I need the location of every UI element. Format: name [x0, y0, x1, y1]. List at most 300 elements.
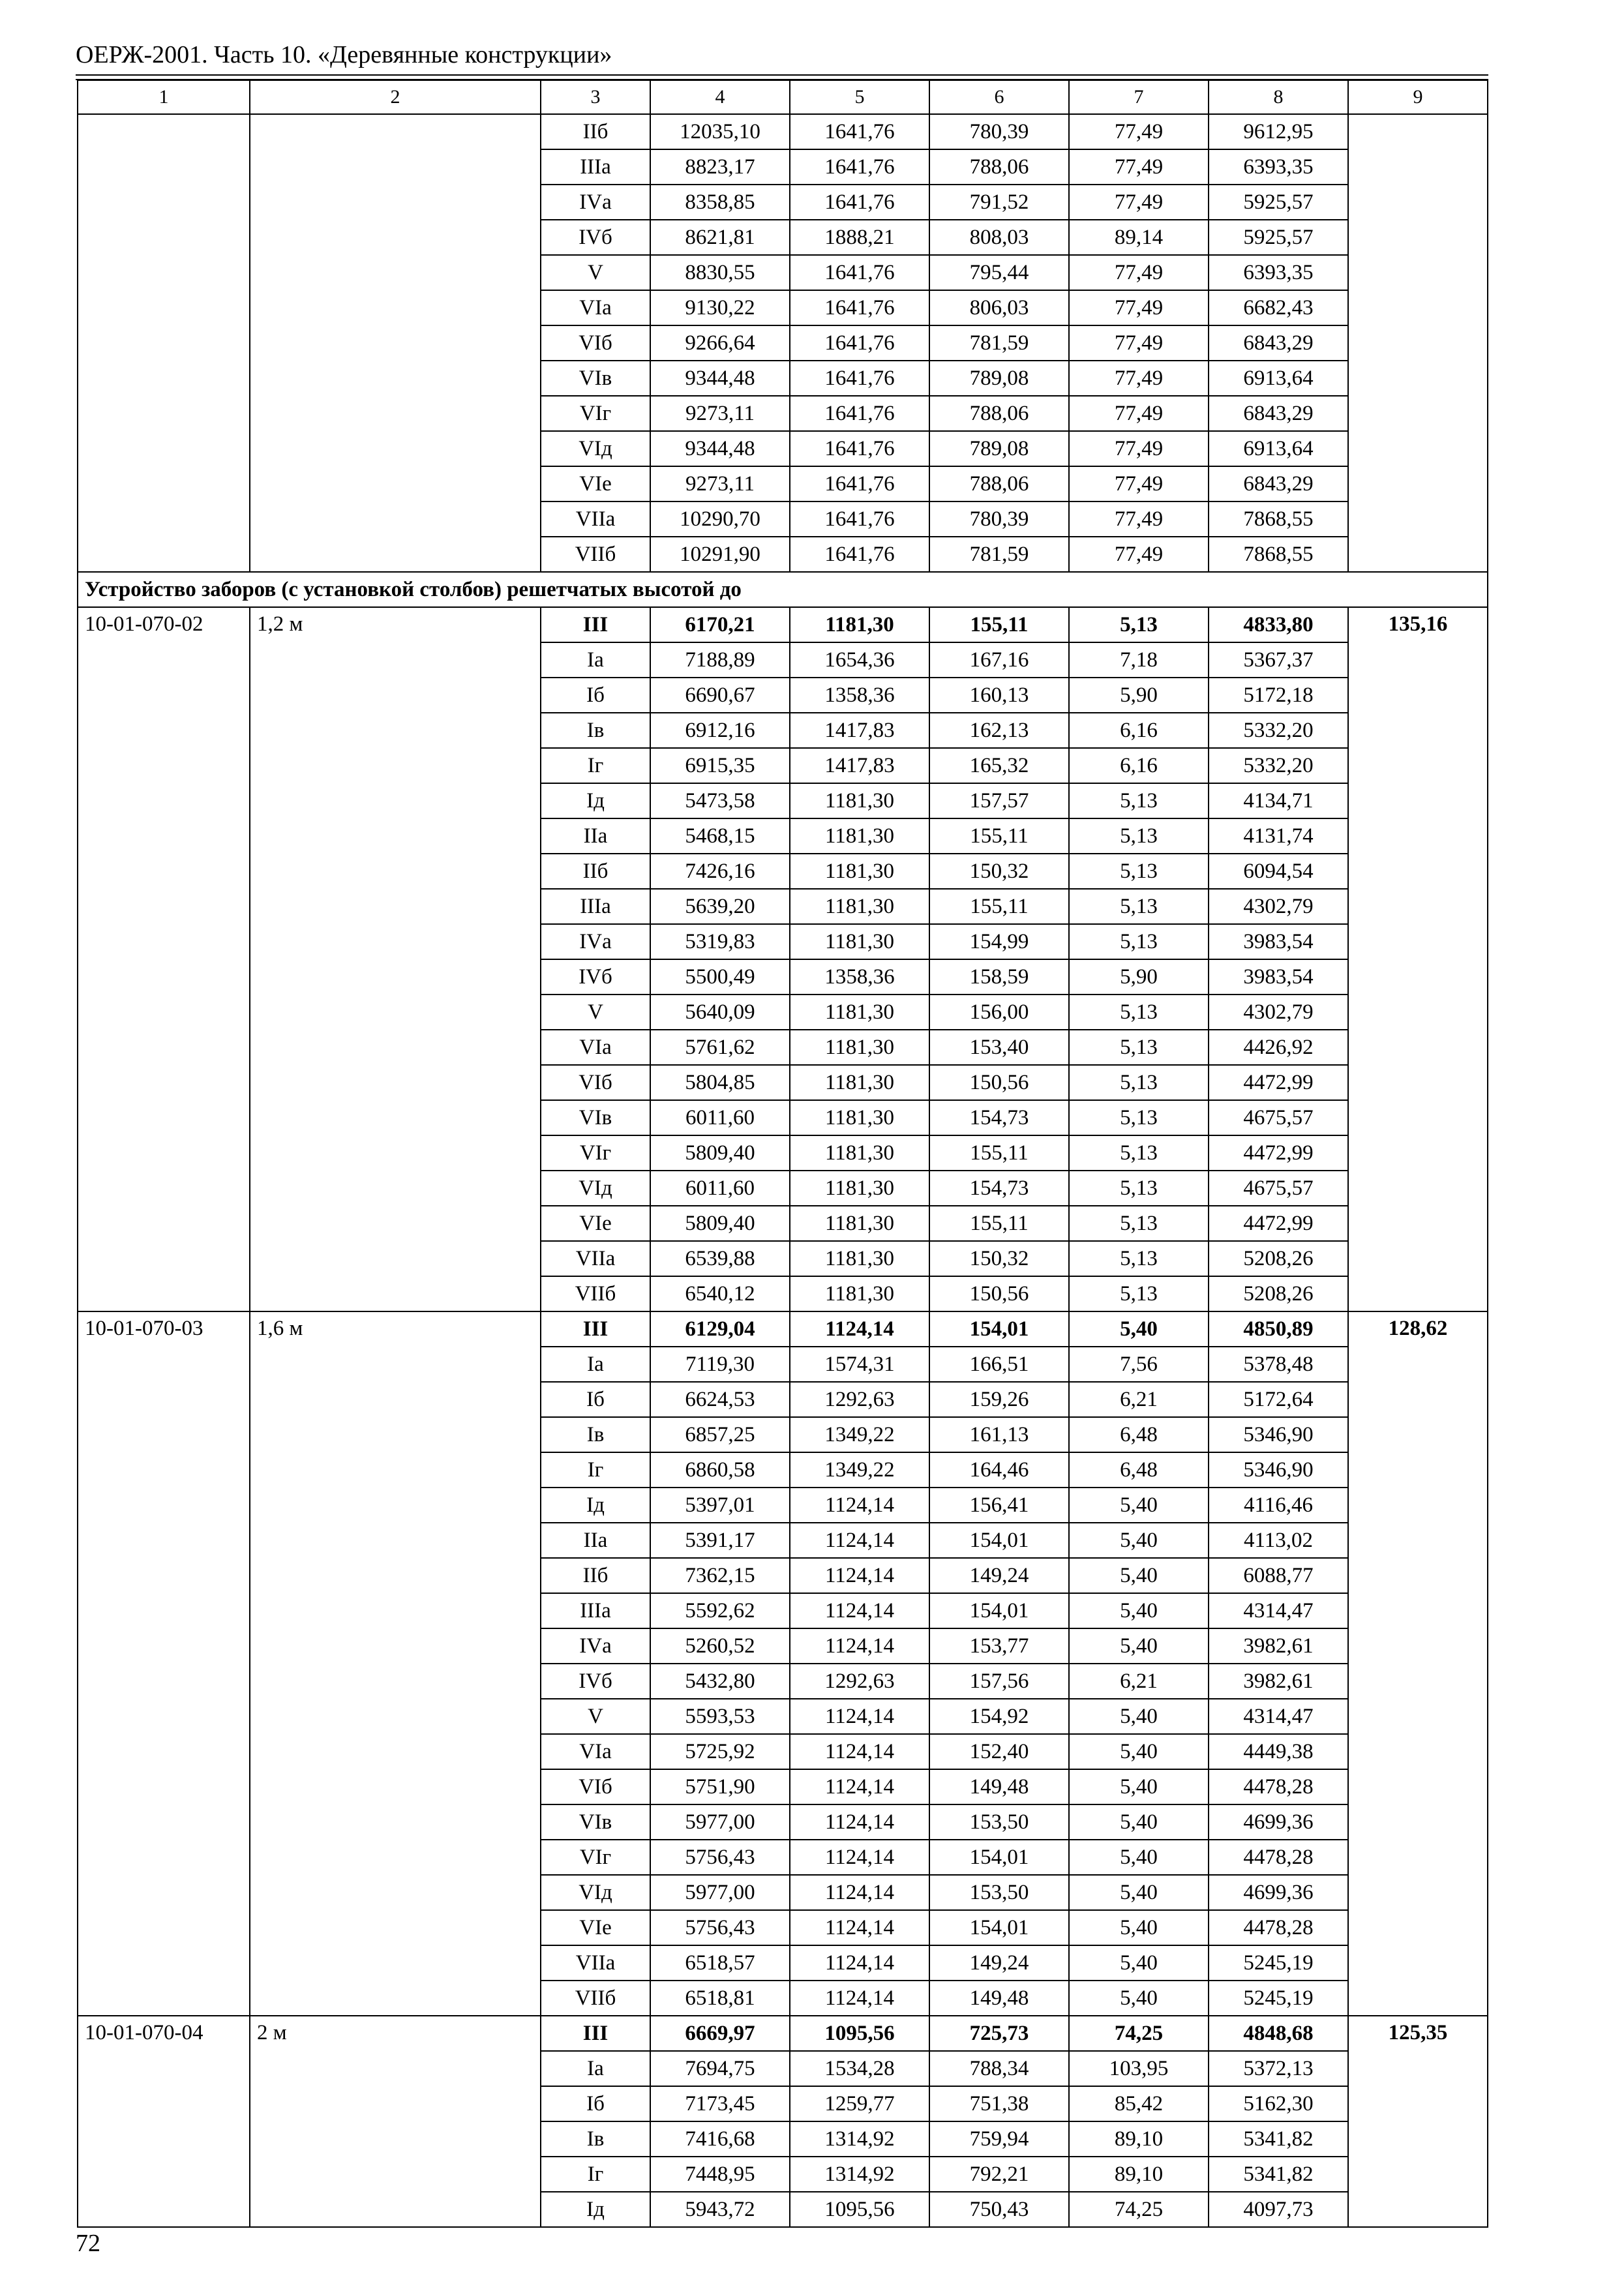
machine-cost-cell: 149,24: [929, 1558, 1069, 1593]
territory-zone-cell: IIб: [541, 854, 650, 889]
work-name-cell: [250, 114, 541, 572]
direct-cost-cell: 5725,92: [650, 1734, 790, 1769]
territory-zone-cell: Iб: [541, 2086, 650, 2121]
machinist-wages-cell: 77,49: [1069, 396, 1209, 431]
territory-zone-cell: Iб: [541, 1382, 650, 1417]
machinist-wages-cell: 6,21: [1069, 1382, 1209, 1417]
machine-cost-cell: 154,99: [929, 924, 1069, 959]
territory-zone-cell: VIе: [541, 1206, 650, 1241]
machinist-wages-cell: 89,14: [1069, 220, 1209, 255]
direct-cost-cell: 5593,53: [650, 1699, 790, 1734]
machine-cost-cell: 162,13: [929, 713, 1069, 748]
territory-zone-cell: VIв: [541, 361, 650, 396]
machine-cost-cell: 153,77: [929, 1628, 1069, 1664]
territory-zone-cell: VIд: [541, 1875, 650, 1910]
machine-cost-cell: 150,56: [929, 1065, 1069, 1100]
wages-cell: 1124,14: [790, 1734, 929, 1769]
machinist-wages-cell: 77,49: [1069, 501, 1209, 537]
territory-zone-cell: VIIб: [541, 537, 650, 572]
territory-zone-cell: Iа: [541, 1347, 650, 1382]
direct-cost-cell: 5260,52: [650, 1628, 790, 1664]
direct-cost-cell: 6915,35: [650, 748, 790, 783]
materials-cost-cell: 7868,55: [1209, 501, 1348, 537]
machinist-wages-cell: 5,40: [1069, 1840, 1209, 1875]
machinist-wages-cell: 6,16: [1069, 713, 1209, 748]
wages-cell: 1314,92: [790, 2157, 929, 2192]
territory-zone-cell: IVб: [541, 220, 650, 255]
wages-cell: 1641,76: [790, 255, 929, 290]
machinist-wages-cell: 5,13: [1069, 1206, 1209, 1241]
wages-cell: 1641,76: [790, 114, 929, 149]
wages-cell: 1095,56: [790, 2192, 929, 2227]
wages-cell: 1181,30: [790, 1206, 929, 1241]
territory-zone-cell: IIа: [541, 1523, 650, 1558]
territory-zone-cell: VIIа: [541, 1241, 650, 1276]
machinist-wages-cell: 5,13: [1069, 1241, 1209, 1276]
materials-cost-cell: 4314,47: [1209, 1699, 1348, 1734]
machine-cost-cell: 789,08: [929, 361, 1069, 396]
machinist-wages-cell: 77,49: [1069, 149, 1209, 185]
machine-cost-cell: 150,56: [929, 1276, 1069, 1311]
machinist-wages-cell: 5,13: [1069, 1065, 1209, 1100]
machine-cost-cell: 157,56: [929, 1664, 1069, 1699]
wages-cell: 1181,30: [790, 1030, 929, 1065]
machine-cost-cell: 788,06: [929, 396, 1069, 431]
materials-cost-cell: 5172,18: [1209, 678, 1348, 713]
wages-cell: 1124,14: [790, 1769, 929, 1804]
territory-zone-cell: VIд: [541, 431, 650, 466]
machinist-wages-cell: 5,40: [1069, 1558, 1209, 1593]
machinist-wages-cell: 5,13: [1069, 1030, 1209, 1065]
machine-cost-cell: 155,11: [929, 889, 1069, 924]
machinist-wages-cell: 5,13: [1069, 924, 1209, 959]
territory-zone-cell: IVа: [541, 924, 650, 959]
materials-cost-cell: 6393,35: [1209, 149, 1348, 185]
materials-cost-cell: 6094,54: [1209, 854, 1348, 889]
rate-code: 10-01-070-04: [78, 2016, 250, 2227]
territory-zone-cell: IVа: [541, 185, 650, 220]
machine-cost-cell: 154,01: [929, 1840, 1069, 1875]
table-row: [78, 607, 1488, 642]
column-header: 3: [541, 80, 650, 114]
code-cell: [78, 114, 250, 572]
materials-cost-cell: 5208,26: [1209, 1241, 1348, 1276]
machine-cost-cell: 154,73: [929, 1100, 1069, 1135]
machine-cost-cell: 751,38: [929, 2086, 1069, 2121]
wages-cell: 1124,14: [790, 1311, 929, 1347]
wages-cell: 1181,30: [790, 783, 929, 818]
wages-cell: 1095,56: [790, 2016, 929, 2051]
materials-cost-cell: 6843,29: [1209, 325, 1348, 361]
materials-cost-cell: 4478,28: [1209, 1910, 1348, 1945]
machinist-wages-cell: 5,40: [1069, 1804, 1209, 1840]
materials-cost-cell: 4097,73: [1209, 2192, 1348, 2227]
materials-cost-cell: 6843,29: [1209, 396, 1348, 431]
machine-cost-cell: 792,21: [929, 2157, 1069, 2192]
wages-cell: 1181,30: [790, 1100, 929, 1135]
machinist-wages-cell: 77,49: [1069, 255, 1209, 290]
wages-cell: 1181,30: [790, 1171, 929, 1206]
wages-cell: 1124,14: [790, 1910, 929, 1945]
materials-cost-cell: 5346,90: [1209, 1417, 1348, 1452]
wages-cell: 1292,63: [790, 1664, 929, 1699]
machine-cost-cell: 808,03: [929, 220, 1069, 255]
labor-cost: 128,62: [1348, 1311, 1488, 2016]
machine-cost-cell: 167,16: [929, 642, 1069, 678]
machine-cost-cell: 156,00: [929, 995, 1069, 1030]
materials-cost-cell: 5162,30: [1209, 2086, 1348, 2121]
direct-cost-cell: 5809,40: [650, 1135, 790, 1171]
machine-cost-cell: 154,01: [929, 1311, 1069, 1347]
machine-cost-cell: 788,34: [929, 2051, 1069, 2086]
wages-cell: 1641,76: [790, 396, 929, 431]
machine-cost-cell: 780,39: [929, 501, 1069, 537]
direct-cost-cell: 10291,90: [650, 537, 790, 572]
direct-cost-cell: 10290,70: [650, 501, 790, 537]
work-name: 2 м: [250, 2016, 541, 2227]
work-name: 1,6 м: [250, 1311, 541, 2016]
direct-cost-cell: 5639,20: [650, 889, 790, 924]
machinist-wages-cell: 77,49: [1069, 185, 1209, 220]
direct-cost-cell: 6011,60: [650, 1100, 790, 1135]
machinist-wages-cell: 5,13: [1069, 1135, 1209, 1171]
machinist-wages-cell: 5,13: [1069, 889, 1209, 924]
direct-cost-cell: 9344,48: [650, 361, 790, 396]
wages-cell: 1417,83: [790, 713, 929, 748]
direct-cost-cell: 5943,72: [650, 2192, 790, 2227]
territory-zone-cell: Iв: [541, 2121, 650, 2157]
wages-cell: 1124,14: [790, 1945, 929, 1981]
direct-cost-cell: 7426,16: [650, 854, 790, 889]
wages-cell: 1181,30: [790, 607, 929, 642]
wages-cell: 1417,83: [790, 748, 929, 783]
machine-cost-cell: 781,59: [929, 537, 1069, 572]
direct-cost-cell: 6518,57: [650, 1945, 790, 1981]
direct-cost-cell: 8823,17: [650, 149, 790, 185]
direct-cost-cell: 12035,10: [650, 114, 790, 149]
materials-cost-cell: 5341,82: [1209, 2157, 1348, 2192]
machine-cost-cell: 150,32: [929, 854, 1069, 889]
territory-zone-cell: Iд: [541, 2192, 650, 2227]
materials-cost-cell: 5332,20: [1209, 713, 1348, 748]
column-header: 8: [1209, 80, 1348, 114]
territory-zone-cell: IIIа: [541, 1593, 650, 1628]
machine-cost-cell: 155,11: [929, 1135, 1069, 1171]
wages-cell: 1292,63: [790, 1382, 929, 1417]
machinist-wages-cell: 77,49: [1069, 537, 1209, 572]
machinist-wages-cell: 85,42: [1069, 2086, 1209, 2121]
territory-zone-cell: VIа: [541, 1030, 650, 1065]
territory-zone-cell: Iг: [541, 2157, 650, 2192]
machine-cost-cell: 166,51: [929, 1347, 1069, 1382]
machine-cost-cell: 806,03: [929, 290, 1069, 325]
wages-cell: 1124,14: [790, 1593, 929, 1628]
machinist-wages-cell: 77,49: [1069, 114, 1209, 149]
territory-zone-cell: VIе: [541, 466, 650, 501]
direct-cost-cell: 8830,55: [650, 255, 790, 290]
machine-cost-cell: 157,57: [929, 783, 1069, 818]
machinist-wages-cell: 5,40: [1069, 1981, 1209, 2016]
machine-cost-cell: 153,40: [929, 1030, 1069, 1065]
machine-cost-cell: 152,40: [929, 1734, 1069, 1769]
machine-cost-cell: 781,59: [929, 325, 1069, 361]
direct-cost-cell: 7362,15: [650, 1558, 790, 1593]
materials-cost-cell: 4833,80: [1209, 607, 1348, 642]
section-title: Устройство заборов (с установкой столбов) решетчатых высотой до: [78, 572, 1488, 607]
materials-cost-cell: 4675,57: [1209, 1100, 1348, 1135]
materials-cost-cell: 4426,92: [1209, 1030, 1348, 1065]
materials-cost-cell: 5378,48: [1209, 1347, 1348, 1382]
direct-cost-cell: 6669,97: [650, 2016, 790, 2051]
materials-cost-cell: 5925,57: [1209, 185, 1348, 220]
territory-zone-cell: Iа: [541, 2051, 650, 2086]
wages-cell: 1181,30: [790, 1241, 929, 1276]
machine-cost-cell: 791,52: [929, 185, 1069, 220]
territory-zone-cell: Iа: [541, 642, 650, 678]
wages-cell: 1349,22: [790, 1452, 929, 1488]
machine-cost-cell: 788,06: [929, 466, 1069, 501]
territory-zone-cell: V: [541, 995, 650, 1030]
direct-cost-cell: 6624,53: [650, 1382, 790, 1417]
machinist-wages-cell: 5,40: [1069, 1875, 1209, 1910]
territory-zone-cell: Iд: [541, 1488, 650, 1523]
machine-cost-cell: 155,11: [929, 1206, 1069, 1241]
machine-cost-cell: 149,48: [929, 1769, 1069, 1804]
wages-cell: 1641,76: [790, 431, 929, 466]
column-header: 2: [250, 80, 541, 114]
direct-cost-cell: 9344,48: [650, 431, 790, 466]
machine-cost-cell: 150,32: [929, 1241, 1069, 1276]
direct-cost-cell: 6539,88: [650, 1241, 790, 1276]
machine-cost-cell: 161,13: [929, 1417, 1069, 1452]
wages-cell: 1181,30: [790, 995, 929, 1030]
machinist-wages-cell: 5,13: [1069, 818, 1209, 854]
direct-cost-cell: 5756,43: [650, 1910, 790, 1945]
materials-cost-cell: 4472,99: [1209, 1065, 1348, 1100]
wages-cell: 1641,76: [790, 149, 929, 185]
machinist-wages-cell: 5,40: [1069, 1488, 1209, 1523]
materials-cost-cell: 4699,36: [1209, 1875, 1348, 1910]
section-title-row: [78, 572, 1488, 607]
materials-cost-cell: 5172,64: [1209, 1382, 1348, 1417]
machinist-wages-cell: 89,10: [1069, 2121, 1209, 2157]
machinist-wages-cell: 89,10: [1069, 2157, 1209, 2192]
territory-zone-cell: Iг: [541, 1452, 650, 1488]
materials-cost-cell: 4314,47: [1209, 1593, 1348, 1628]
machinist-wages-cell: 74,25: [1069, 2016, 1209, 2051]
direct-cost-cell: 5397,01: [650, 1488, 790, 1523]
territory-zone-cell: VIIб: [541, 1276, 650, 1311]
wages-cell: 1641,76: [790, 501, 929, 537]
machine-cost-cell: 160,13: [929, 678, 1069, 713]
territory-zone-cell: VIIа: [541, 501, 650, 537]
machinist-wages-cell: 6,21: [1069, 1664, 1209, 1699]
territory-zone-cell: Iд: [541, 783, 650, 818]
machinist-wages-cell: 74,25: [1069, 2192, 1209, 2227]
materials-cost-cell: 5367,37: [1209, 642, 1348, 678]
machine-cost-cell: 155,11: [929, 607, 1069, 642]
machine-cost-cell: 750,43: [929, 2192, 1069, 2227]
machine-cost-cell: 780,39: [929, 114, 1069, 149]
territory-zone-cell: VIIб: [541, 1981, 650, 2016]
machinist-wages-cell: 7,18: [1069, 642, 1209, 678]
territory-zone-cell: V: [541, 1699, 650, 1734]
rates-table-container: [77, 80, 1487, 2228]
territory-zone-cell: VIг: [541, 1840, 650, 1875]
territory-zone-cell: Iв: [541, 713, 650, 748]
wages-cell: 1181,30: [790, 1276, 929, 1311]
machinist-wages-cell: 5,40: [1069, 1945, 1209, 1981]
wages-cell: 1181,30: [790, 1065, 929, 1100]
machinist-wages-cell: 7,56: [1069, 1347, 1209, 1382]
machine-cost-cell: 156,41: [929, 1488, 1069, 1523]
wages-cell: 1641,76: [790, 361, 929, 396]
territory-zone-cell: VIб: [541, 1769, 650, 1804]
machine-cost-cell: 154,01: [929, 1523, 1069, 1558]
wages-cell: 1654,36: [790, 642, 929, 678]
machine-cost-cell: 159,26: [929, 1382, 1069, 1417]
materials-cost-cell: 5208,26: [1209, 1276, 1348, 1311]
machine-cost-cell: 158,59: [929, 959, 1069, 995]
machinist-wages-cell: 5,13: [1069, 783, 1209, 818]
territory-zone-cell: IVа: [541, 1628, 650, 1664]
direct-cost-cell: 5761,62: [650, 1030, 790, 1065]
materials-cost-cell: 3983,54: [1209, 924, 1348, 959]
territory-zone-cell: Iг: [541, 748, 650, 783]
wages-cell: 1181,30: [790, 854, 929, 889]
wages-cell: 1534,28: [790, 2051, 929, 2086]
direct-cost-cell: 5468,15: [650, 818, 790, 854]
wages-cell: 1314,92: [790, 2121, 929, 2157]
machine-cost-cell: 154,01: [929, 1910, 1069, 1945]
direct-cost-cell: 7416,68: [650, 2121, 790, 2157]
direct-cost-cell: 5391,17: [650, 1523, 790, 1558]
materials-cost-cell: 4850,89: [1209, 1311, 1348, 1347]
machinist-wages-cell: 5,40: [1069, 1311, 1209, 1347]
materials-cost-cell: 4302,79: [1209, 995, 1348, 1030]
machine-cost-cell: 795,44: [929, 255, 1069, 290]
materials-cost-cell: 5372,13: [1209, 2051, 1348, 2086]
machinist-wages-cell: 5,13: [1069, 607, 1209, 642]
territory-zone-cell: III: [541, 607, 650, 642]
materials-cost-cell: 5925,57: [1209, 220, 1348, 255]
materials-cost-cell: 4472,99: [1209, 1135, 1348, 1171]
column-header: 7: [1069, 80, 1209, 114]
direct-cost-cell: 6518,81: [650, 1981, 790, 2016]
direct-cost-cell: 8621,81: [650, 220, 790, 255]
work-name: 1,2 м: [250, 607, 541, 1311]
materials-cost-cell: 3982,61: [1209, 1628, 1348, 1664]
territory-zone-cell: IVб: [541, 1664, 650, 1699]
materials-cost-cell: 6088,77: [1209, 1558, 1348, 1593]
wages-cell: 1641,76: [790, 290, 929, 325]
materials-cost-cell: 6843,29: [1209, 466, 1348, 501]
machine-cost-cell: 154,73: [929, 1171, 1069, 1206]
direct-cost-cell: 5473,58: [650, 783, 790, 818]
territory-zone-cell: VIв: [541, 1100, 650, 1135]
wages-cell: 1358,36: [790, 678, 929, 713]
direct-cost-cell: 6540,12: [650, 1276, 790, 1311]
direct-cost-cell: 7694,75: [650, 2051, 790, 2086]
direct-cost-cell: 7119,30: [650, 1347, 790, 1382]
materials-cost-cell: 6913,64: [1209, 431, 1348, 466]
territory-zone-cell: IVб: [541, 959, 650, 995]
wages-cell: 1641,76: [790, 185, 929, 220]
wages-cell: 1124,14: [790, 1558, 929, 1593]
direct-cost-cell: 5977,00: [650, 1875, 790, 1910]
machinist-wages-cell: 77,49: [1069, 325, 1209, 361]
direct-cost-cell: 8358,85: [650, 185, 790, 220]
direct-cost-cell: 6912,16: [650, 713, 790, 748]
territory-zone-cell: VIб: [541, 325, 650, 361]
labor-cost: 125,35: [1348, 2016, 1488, 2227]
labor-cost-cell: [1348, 114, 1488, 572]
territory-zone-cell: IIб: [541, 114, 650, 149]
machinist-wages-cell: 6,48: [1069, 1417, 1209, 1452]
direct-cost-cell: 6860,58: [650, 1452, 790, 1488]
machine-cost-cell: 153,50: [929, 1804, 1069, 1840]
territory-zone-cell: Iб: [541, 678, 650, 713]
machinist-wages-cell: 5,40: [1069, 1910, 1209, 1945]
page-header-title: ОЕРЖ-2001. Часть 10. «Деревянные конструкции»: [76, 41, 612, 68]
labor-cost: 135,16: [1348, 607, 1488, 1311]
machinist-wages-cell: 103,95: [1069, 2051, 1209, 2086]
materials-cost-cell: 4113,02: [1209, 1523, 1348, 1558]
wages-cell: 1574,31: [790, 1347, 929, 1382]
column-number-header-row: [78, 80, 1488, 114]
machinist-wages-cell: 5,40: [1069, 1628, 1209, 1664]
machinist-wages-cell: 5,40: [1069, 1734, 1209, 1769]
table-row: [78, 1311, 1488, 1347]
direct-cost-cell: 9273,11: [650, 396, 790, 431]
wages-cell: 1124,14: [790, 1804, 929, 1840]
materials-cost-cell: 5346,90: [1209, 1452, 1348, 1488]
direct-cost-cell: 7173,45: [650, 2086, 790, 2121]
materials-cost-cell: 4478,28: [1209, 1769, 1348, 1804]
territory-zone-cell: VIд: [541, 1171, 650, 1206]
direct-cost-cell: 5751,90: [650, 1769, 790, 1804]
wages-cell: 1124,14: [790, 1523, 929, 1558]
direct-cost-cell: 5756,43: [650, 1840, 790, 1875]
rate-code: 10-01-070-02: [78, 607, 250, 1311]
machine-cost-cell: 789,08: [929, 431, 1069, 466]
wages-cell: 1124,14: [790, 1628, 929, 1664]
direct-cost-cell: 5640,09: [650, 995, 790, 1030]
territory-zone-cell: Iв: [541, 1417, 650, 1452]
territory-zone-cell: III: [541, 1311, 650, 1347]
wages-cell: 1259,77: [790, 2086, 929, 2121]
direct-cost-cell: 6129,04: [650, 1311, 790, 1347]
territory-zone-cell: VIг: [541, 396, 650, 431]
wages-cell: 1349,22: [790, 1417, 929, 1452]
machine-cost-cell: 154,01: [929, 1593, 1069, 1628]
column-header: 5: [790, 80, 929, 114]
materials-cost-cell: 5332,20: [1209, 748, 1348, 783]
wages-cell: 1641,76: [790, 537, 929, 572]
wages-cell: 1124,14: [790, 1875, 929, 1910]
machinist-wages-cell: 5,13: [1069, 1171, 1209, 1206]
direct-cost-cell: 5977,00: [650, 1804, 790, 1840]
machine-cost-cell: 165,32: [929, 748, 1069, 783]
direct-cost-cell: 9130,22: [650, 290, 790, 325]
direct-cost-cell: 5809,40: [650, 1206, 790, 1241]
rates-table: [77, 80, 1488, 2228]
wages-cell: 1124,14: [790, 1488, 929, 1523]
machinist-wages-cell: 5,90: [1069, 678, 1209, 713]
wages-cell: 1641,76: [790, 325, 929, 361]
header-rule: [76, 74, 1488, 76]
machinist-wages-cell: 5,13: [1069, 995, 1209, 1030]
